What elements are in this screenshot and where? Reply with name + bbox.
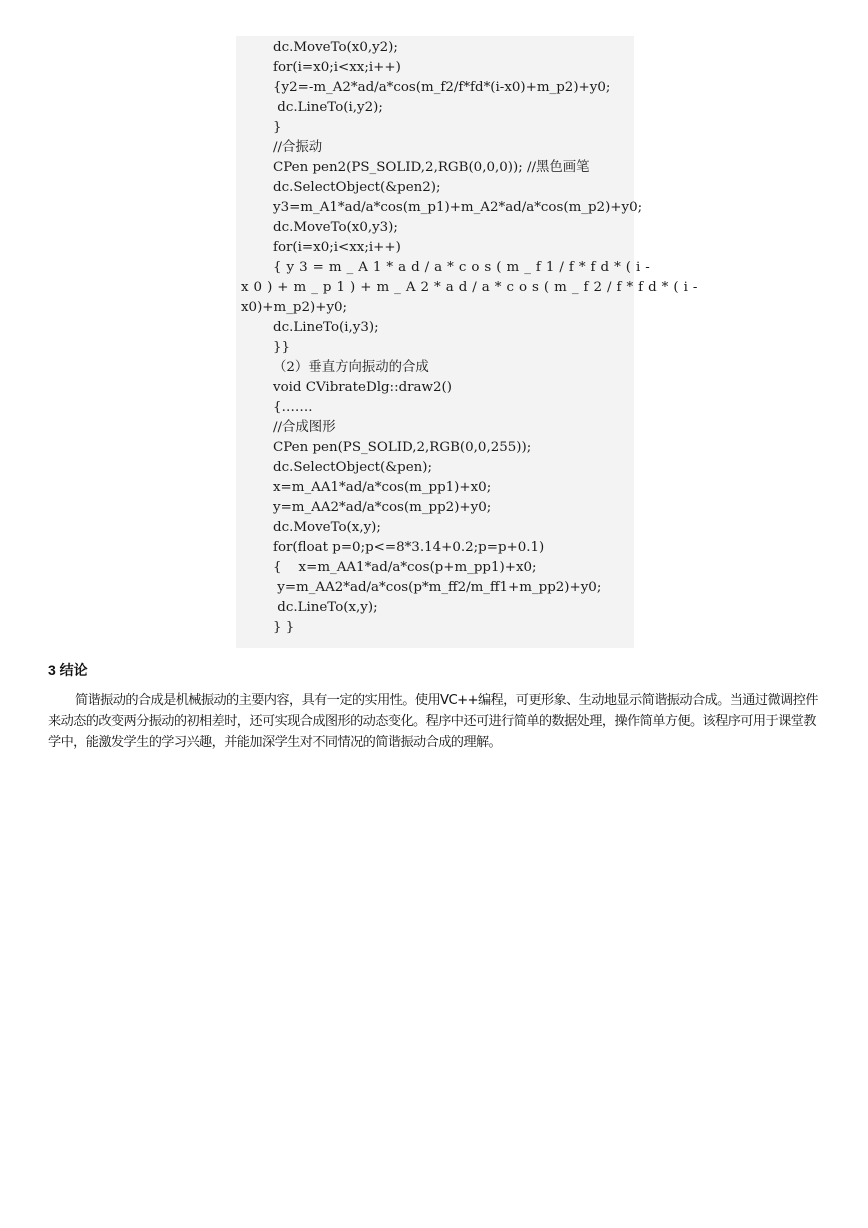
code-listing xyxy=(236,36,703,648)
code-line: dc.LineTo(x,y); xyxy=(273,600,378,615)
code-line: x0)+m_p1)+m_A2*ad/a*cos(m_f2/f*fd*(i- xyxy=(241,280,703,295)
code-line: void CVibrateDlg::draw2() xyxy=(273,380,452,395)
code-line: } xyxy=(273,120,282,135)
code-line: dc.LineTo(i,y2); xyxy=(273,100,383,115)
code-line: dc.SelectObject(&pen); xyxy=(273,460,433,475)
section-heading: 3 结论 xyxy=(48,662,88,678)
code-line: } } xyxy=(273,620,295,635)
code-line: { x=m_AA1*ad/a*cos(p+m_pp1)+x0; xyxy=(273,560,537,575)
code-comment: //合成图形 xyxy=(273,420,336,435)
code-line: x=m_AA1*ad/a*cos(m_pp1)+x0; xyxy=(273,480,492,495)
conclusion-paragraph: 简谐振动的合成是机械振动的主要内容，具有一定的实用性。使用VC++编程，可更形象、生动地显示简谐振动合成。当通过微调控件来动态的改变两分振动的初相差时，还可实现合成图形的动态变化。程序中还可进行简单的数据处理，操作简单方便。该程序可用于课堂教学中，能激发学生的学习兴趣，并能加深学生对不同情况的简谐振动合成的理解。 xyxy=(48,693,818,750)
code-comment: //合振动 xyxy=(273,140,323,155)
code-line: dc.SelectObject(&pen2); xyxy=(273,180,441,195)
code-line: dc.MoveTo(x0,y2); xyxy=(273,40,398,55)
code-line: x0)+m_p2)+y0; xyxy=(241,300,348,315)
code-line: dc.MoveTo(x0,y3); xyxy=(273,220,398,235)
code-line: y3=m_A1*ad/a*cos(m_p1)+m_A2*ad/a*cos(m_p2)+y0; xyxy=(273,200,643,215)
code-line: for(i=x0;i<xx;i++) xyxy=(273,240,401,255)
code-line: {……. xyxy=(273,400,313,415)
code-line: y=m_AA2*ad/a*cos(p*m_ff2/m_ff1+m_pp2)+y0; xyxy=(273,580,602,595)
code-line: y=m_AA2*ad/a*cos(m_pp2)+y0; xyxy=(273,500,492,515)
code-line: for(i=x0;i<xx;i++) xyxy=(273,60,401,75)
code-line: for(float p=0;p<=8*3.14+0.2;p=p+0.1) xyxy=(273,540,545,555)
code-line: CPen pen2(PS_SOLID,2,RGB(0,0,0)); //黑色画笔 xyxy=(273,160,590,175)
code-subheading: （2）垂直方向振动的合成 xyxy=(273,360,429,375)
code-line: dc.MoveTo(x,y); xyxy=(273,520,381,535)
code-line: CPen pen(PS_SOLID,2,RGB(0,0,255)); xyxy=(273,440,532,455)
code-line: }} xyxy=(273,340,291,355)
code-line: {y2=-m_A2*ad/a*cos(m_f2/f*fd*(i-x0)+m_p2)+y0; xyxy=(273,80,611,95)
code-line: {y3=m_A1*ad/a*cos(m_f1/f*fd*(i- xyxy=(273,260,655,275)
code-line: dc.LineTo(i,y3); xyxy=(273,320,379,335)
